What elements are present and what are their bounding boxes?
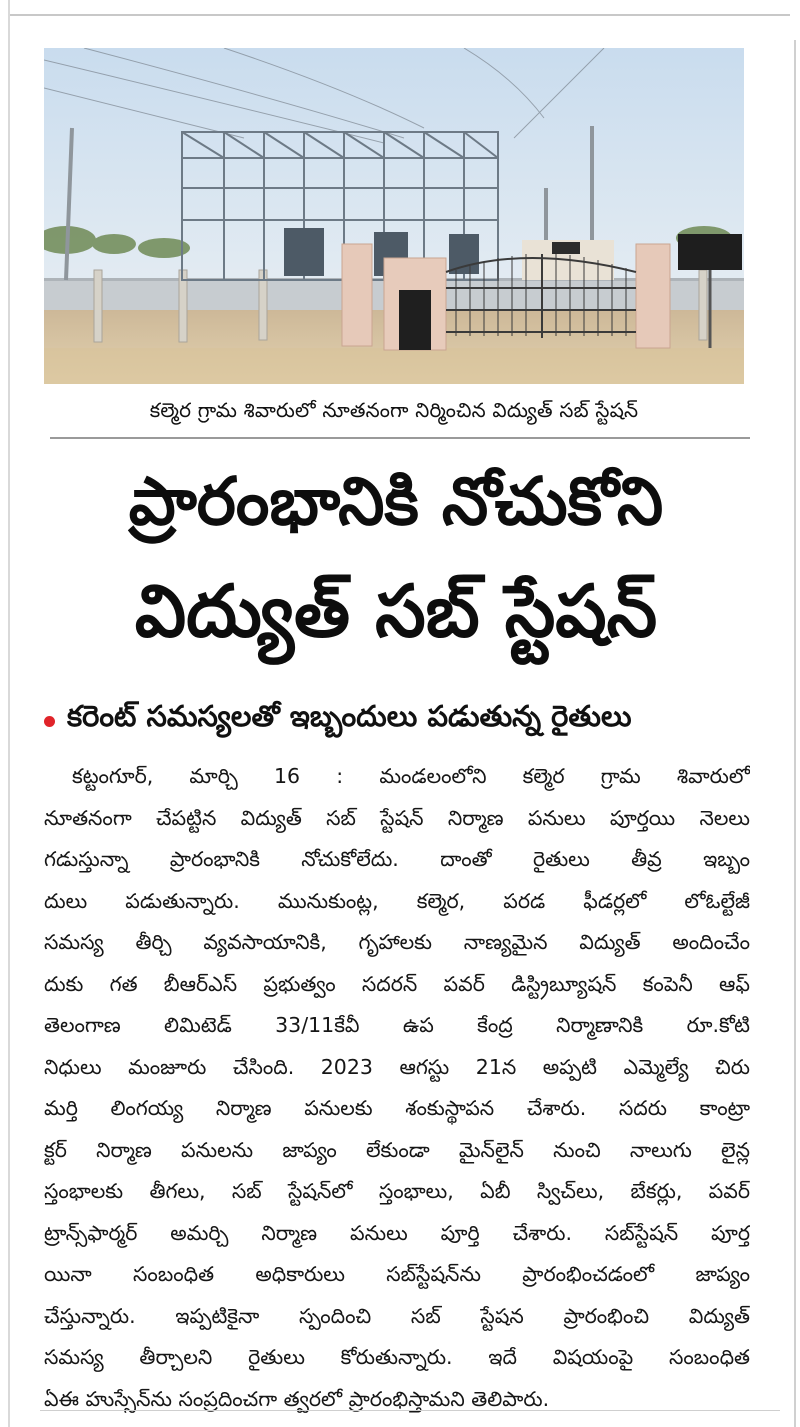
bullet-dot-icon <box>44 716 55 727</box>
page-bottom-rule <box>40 1410 780 1411</box>
body-line: గడుస్తున్నా ప్రారంభానికి నోచుకోలేదు. దాంతో రైతులు తీవ్ర ఇబ్బం <box>44 847 750 871</box>
body-line: తెలంగాణ లిమిటెడ్ 33/11కేవీ ఉప కేంద్ర నిర్మాణానికి రూ.కోటి <box>44 1013 750 1037</box>
headline-line-1: ప్రారంభానికి నోచుకోని <box>128 463 664 540</box>
body-line: యినా సంబంధిత అధికారులు సబ్‌స్టేషన్‌ను ప్రారంభించడంలో జాప్యం <box>44 1262 750 1286</box>
body-line: ట్రాన్స్‌ఫార్మర్ అమర్చి నిర్మాణ పనులు పూర్తి చేశారు. సబ్‌స్టేషన్ పూర్త <box>44 1220 750 1245</box>
body-line: కట్టంగూర్, మార్చి 16 : మండలంలోని కల్మెర గ్రామ శివారులో <box>72 764 750 788</box>
body-line: ఏఈ హుస్సేన్‌ను సంప్రదించగా త్వరలో ప్రారంభిస్తామని తెలిపారు. <box>44 1386 550 1411</box>
page-left-border <box>8 0 10 1427</box>
subheading-text: కరెంట్ సమస్యలతో ఇబ్బందులు పడుతున్న రైతులు <box>67 699 632 733</box>
subheading <box>40 692 750 740</box>
body-line: దులు పడుతున్నారు. మునుకుంట్ల, కల్మెర, పరడ ఫీడర్లలో లోఓల్టేజీ <box>44 888 750 913</box>
caption-divider <box>50 437 750 439</box>
photo-caption: కల్మెర గ్రామ శివారులో నూతనంగా నిర్మించిన విద్యుత్ సబ్ స్టేషన్ <box>149 398 639 422</box>
body-line: క్టర్ నిర్మాణ పనులను జాప్యం లేకుండా మైన్‌లైన్ నుంచి నాలుగు లైన్ల <box>44 1137 750 1162</box>
body-line: మర్తి లింగయ్య నిర్మాణ పనులకు శంకుస్థాపన చేశారు. సదరు కాంట్రా <box>44 1096 750 1120</box>
body-line: చేస్తున్నారు. ఇప్పటికైనా స్పందించి సబ్ స్టేషన ప్రారంభించి విద్యుత్ <box>44 1303 750 1328</box>
body-line: దుకు గత బీఆర్ఎస్ ప్రభుత్వం సదరన్ పవర్ డిస్ట్రిబ్యూషన్ కంపెనీ ఆఫ్ <box>44 971 750 996</box>
body-line: సమస్య తీర్చి వ్యవసాయానికి, గృహాలకు నాణ్యమైన విద్యుత్ అందించేం <box>44 930 750 954</box>
body-line: నూతనంగా చేపట్టిన విద్యుత్ సబ్ స్టేషన్ నిర్మాణ పనులు పూర్తయి నెలలు <box>44 805 750 830</box>
body-line: స్తంభాలకు తీగలు, సబ్ స్టేషన్‌లో స్తంభాలు, ఏబీ స్విచ్‌లు, బేకర్లు, పవర్ <box>44 1179 750 1203</box>
page-top-rule <box>10 14 790 16</box>
headline-line-2: విద్యుత్ సబ్ స్టేషన్ <box>134 569 658 653</box>
article-body <box>44 756 750 1411</box>
substation-photo <box>44 48 744 384</box>
body-line: నిధులు మంజూరు చేసింది. 2023 ఆగస్టు 21న అప్పటి ఎమ్మెల్యే చిరు <box>44 1054 750 1079</box>
body-line: సమస్య తీర్చాలని రైతులు కోరుతున్నారు. ఇదే విషయంపై సంబంధిత <box>44 1345 750 1369</box>
page-right-border <box>794 40 796 1427</box>
